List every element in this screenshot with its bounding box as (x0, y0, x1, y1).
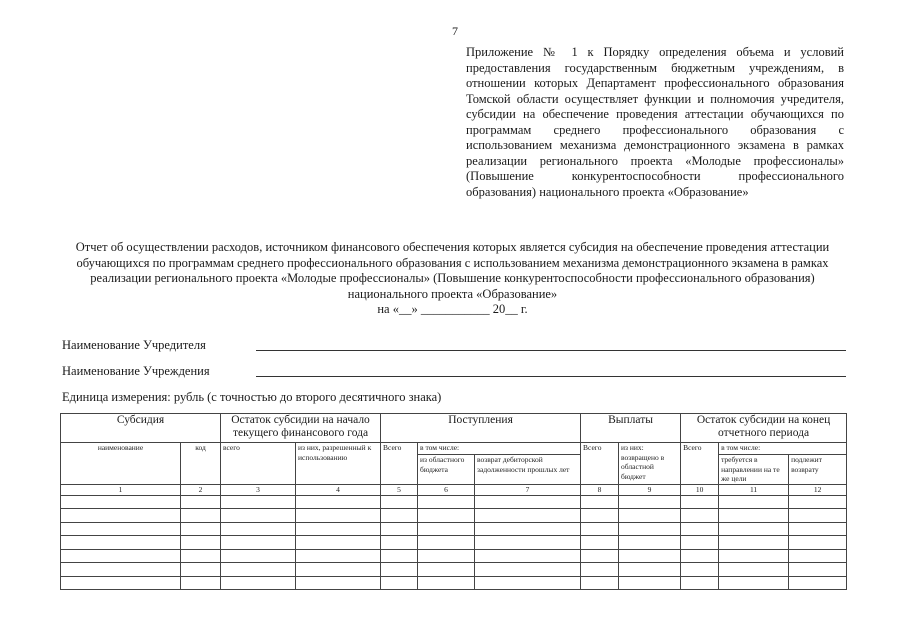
col-end-incl: в том числе: (719, 443, 847, 455)
table-row (61, 563, 847, 577)
col-number: 4 (296, 484, 381, 495)
col-number: 7 (475, 484, 581, 495)
col-number: 9 (619, 484, 681, 495)
group-receipts: Поступления (381, 414, 581, 443)
col-required-same-goals: требуется в направлении на те же цели (719, 455, 789, 485)
col-number: 10 (681, 484, 719, 495)
col-payments-total: Всего (581, 443, 619, 485)
founder-label: Наименование Учредителя (62, 338, 206, 352)
units-label: Единица измерения: рубль (с точностью до второго десятичного знака) (62, 390, 442, 404)
col-to-return: подлежит возврату (789, 455, 847, 485)
institution-field-line (256, 376, 846, 377)
col-allowed-use: из них, разрешенный к использованию (296, 443, 381, 485)
report-date: на «__» ___________ 20__ г. (377, 302, 528, 316)
report-title (55, 240, 850, 318)
report-table (60, 413, 847, 590)
founder-field-line (256, 350, 846, 351)
col-number: 11 (719, 484, 789, 495)
col-end-total: Всего (681, 443, 719, 485)
appendix-header-text: Приложение № 1 к Порядку определения объема и условий предоставления государственным бюджетным учреждениям, в отношении которых Департамент профессионального образования Томской области осуществляет функции и полномочия учредителя, субсидии на обеспечение проведения аттестации обучающихся по программам среднего профессионального образования с использованием механизма демонстрационного экзамена в рамках реализации регионального проекта «Молодые профессионалы» (Повышение конкурентоспособности профессионального образования) национального проекта «Образование» (466, 45, 844, 199)
table-row (61, 576, 847, 590)
page-number: 7 (452, 24, 458, 38)
table-row (61, 549, 847, 563)
col-code: код (181, 443, 221, 485)
col-returned-regional: из них: возвращено в областной бюджет (619, 443, 681, 485)
col-receipts-total: Всего (381, 443, 418, 485)
col-number: 2 (181, 484, 221, 495)
col-number: 1 (61, 484, 181, 495)
table-row (61, 536, 847, 550)
col-number: 5 (381, 484, 418, 495)
col-debt-return: возврат дебиторской задолженности прошлых лет (475, 455, 581, 485)
table-row (61, 522, 847, 536)
col-number: 6 (418, 484, 475, 495)
col-name: наименование (61, 443, 181, 485)
table-row (61, 495, 847, 509)
col-number: 8 (581, 484, 619, 495)
col-receipts-incl: в том числе: (418, 443, 581, 455)
group-balance-start: Остаток субсидии на начало текущего финансового года (221, 414, 381, 443)
institution-label: Наименование Учреждения (62, 364, 210, 378)
group-balance-end: Остаток субсидии на конец отчетного периода (681, 414, 847, 443)
table-row (61, 509, 847, 523)
group-payments: Выплаты (581, 414, 681, 443)
column-numbers-row (61, 484, 847, 495)
col-from-regional-budget: из областного бюджета (418, 455, 475, 485)
group-subsidy: Субсидия (61, 414, 221, 443)
col-total-start: всего (221, 443, 296, 485)
col-number: 3 (221, 484, 296, 495)
report-title-text: Отчет об осуществлении расходов, источником финансового обеспечения которых является субсидия на обеспечение проведения аттестации обучающихся по программам среднего профессионального образования с использованием механизма демонстрационного экзамена в рамках реализации регионального проекта «Молодые профессионалы» (Повышение конкурентоспособности профессионального образования) национального проекта «Образование» (75, 240, 830, 301)
col-number: 12 (789, 484, 847, 495)
